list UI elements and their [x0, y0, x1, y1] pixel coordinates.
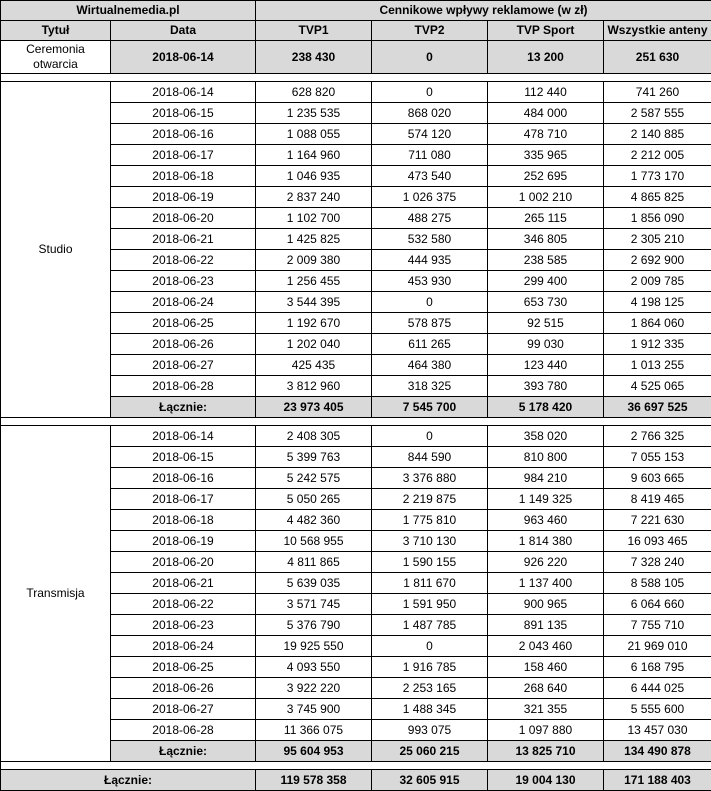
column-header-date: Data: [111, 21, 256, 41]
row-date: 2018-06-16: [111, 124, 256, 145]
row-value-tvp2: 1 775 810: [372, 510, 488, 531]
row-value-tvp2: 444 935: [372, 250, 488, 271]
row-value-all-channels: 2 212 005: [604, 145, 711, 166]
row-value-tvp1: 1 102 700: [256, 208, 372, 229]
row-value-all-channels: 2 140 885: [604, 124, 711, 145]
row-value-tvp-sport: 963 460: [488, 510, 604, 531]
section-total-tvp1: 23 973 405: [256, 397, 372, 418]
row-date: 2018-06-21: [111, 229, 256, 250]
row-date: 2018-06-28: [111, 720, 256, 741]
row-value-tvp1: 2 837 240: [256, 187, 372, 208]
row-value-tvp2: 2 253 165: [372, 678, 488, 699]
row-value-tvp1: 5 639 035: [256, 573, 372, 594]
section-total-all-channels: 134 490 878: [604, 741, 711, 762]
row-value-all-channels: 1 856 090: [604, 208, 711, 229]
row-value-tvp-sport: 335 965: [488, 145, 604, 166]
column-header-all-channels: Wszystkie anteny: [604, 21, 711, 41]
row-date: 2018-06-27: [111, 699, 256, 720]
row-value-tvp2: 0: [372, 292, 488, 313]
row-value-all-channels: 8 588 105: [604, 573, 711, 594]
row-value-all-channels: 7 328 240: [604, 552, 711, 573]
row-value-tvp1: 5 376 790: [256, 615, 372, 636]
row-value-tvp1: 10 568 955: [256, 531, 372, 552]
row-value-tvp1: 425 435: [256, 355, 372, 376]
row-value-tvp1: 4 811 865: [256, 552, 372, 573]
row-value-all-channels: 7 755 710: [604, 615, 711, 636]
row-value-tvp2: 473 540: [372, 166, 488, 187]
row-value-tvp2: 993 075: [372, 720, 488, 741]
opening-title-line1: Ceremonia: [26, 42, 85, 56]
row-value-all-channels: 6 168 795: [604, 657, 711, 678]
row-value-tvp-sport: 1 097 880: [488, 720, 604, 741]
table-title-header: Cennikowe wpływy reklamowe (w zł): [256, 1, 711, 21]
row-date: 2018-06-14: [111, 82, 256, 103]
row-value-all-channels: 13 457 030: [604, 720, 711, 741]
row-value-tvp-sport: 1 814 380: [488, 531, 604, 552]
row-date: 2018-06-16: [111, 468, 256, 489]
row-value-tvp2: 1 590 155: [372, 552, 488, 573]
section-total-tvp2: 25 060 215: [372, 741, 488, 762]
row-value-tvp1: 19 925 550: [256, 636, 372, 657]
row-date: 2018-06-14: [111, 426, 256, 447]
row-date: 2018-06-23: [111, 615, 256, 636]
row-value-tvp2: 3 376 880: [372, 468, 488, 489]
row-value-tvp-sport: 891 135: [488, 615, 604, 636]
row-value-tvp2: 1 591 950: [372, 594, 488, 615]
row-value-tvp-sport: 99 030: [488, 334, 604, 355]
opening-ceremony-tvp-sport: 13 200: [488, 41, 604, 74]
opening-ceremony-row: [1, 41, 711, 74]
row-value-tvp1: 1 202 040: [256, 334, 372, 355]
column-header-tvp1: TVP1: [256, 21, 372, 41]
row-value-tvp1: 2 009 380: [256, 250, 372, 271]
row-value-tvp-sport: 358 020: [488, 426, 604, 447]
row-value-tvp2: 1 487 785: [372, 615, 488, 636]
row-value-tvp-sport: 484 000: [488, 103, 604, 124]
row-value-tvp2: 574 120: [372, 124, 488, 145]
section-total-tvp2: 7 545 700: [372, 397, 488, 418]
row-value-tvp2: 711 080: [372, 145, 488, 166]
opening-title-line2: otwarcia: [33, 57, 78, 71]
row-value-all-channels: 2 305 210: [604, 229, 711, 250]
row-value-all-channels: 16 093 465: [604, 531, 711, 552]
row-value-tvp2: 611 265: [372, 334, 488, 355]
row-value-tvp2: 1 026 375: [372, 187, 488, 208]
row-date: 2018-06-22: [111, 594, 256, 615]
grand-total-label: Łącznie:: [1, 770, 256, 791]
row-date: 2018-06-26: [111, 678, 256, 699]
row-value-all-channels: 2 766 325: [604, 426, 711, 447]
row-value-all-channels: 1 912 335: [604, 334, 711, 355]
row-value-all-channels: 4 198 125: [604, 292, 711, 313]
section-title: Studio: [1, 82, 111, 418]
row-value-tvp-sport: 900 965: [488, 594, 604, 615]
row-value-all-channels: 2 587 555: [604, 103, 711, 124]
row-date: 2018-06-25: [111, 657, 256, 678]
row-value-all-channels: 1 013 255: [604, 355, 711, 376]
row-value-tvp2: 868 020: [372, 103, 488, 124]
row-value-tvp1: 3 812 960: [256, 376, 372, 397]
row-value-tvp2: 464 380: [372, 355, 488, 376]
row-value-tvp-sport: 112 440: [488, 82, 604, 103]
row-value-all-channels: 6 064 660: [604, 594, 711, 615]
row-value-all-channels: 4 525 065: [604, 376, 711, 397]
section-total-label: Łącznie:: [111, 741, 256, 762]
row-value-tvp-sport: 252 695: [488, 166, 604, 187]
row-date: 2018-06-24: [111, 292, 256, 313]
row-value-tvp1: 1 235 535: [256, 103, 372, 124]
opening-ceremony-date: 2018-06-14: [111, 41, 256, 74]
row-value-tvp-sport: 321 355: [488, 699, 604, 720]
row-value-tvp1: 2 408 305: [256, 426, 372, 447]
row-value-tvp2: 488 275: [372, 208, 488, 229]
table-row: [1, 82, 711, 103]
spacer-cell: [1, 418, 711, 426]
grand-total-row: [1, 770, 711, 791]
row-value-tvp-sport: 653 730: [488, 292, 604, 313]
row-value-tvp1: 3 745 900: [256, 699, 372, 720]
row-value-tvp-sport: 268 640: [488, 678, 604, 699]
spacer-row: [1, 74, 711, 82]
row-date: 2018-06-18: [111, 166, 256, 187]
row-value-tvp1: 3 544 395: [256, 292, 372, 313]
section-total-tvp-sport: 13 825 710: [488, 741, 604, 762]
row-date: 2018-06-24: [111, 636, 256, 657]
grand-total-tvp1: 119 578 358: [256, 770, 372, 791]
row-value-tvp1: 5 399 763: [256, 447, 372, 468]
row-value-all-channels: 9 603 665: [604, 468, 711, 489]
row-value-tvp2: 0: [372, 426, 488, 447]
row-value-tvp1: 5 242 575: [256, 468, 372, 489]
row-value-tvp-sport: 393 780: [488, 376, 604, 397]
spacer-cell: [1, 74, 711, 82]
row-value-all-channels: 2 692 900: [604, 250, 711, 271]
grand-total-tvp2: 32 605 915: [372, 770, 488, 791]
row-value-all-channels: 8 419 465: [604, 489, 711, 510]
row-value-tvp1: 1 425 825: [256, 229, 372, 250]
row-value-all-channels: 1 773 170: [604, 166, 711, 187]
section-total-label: Łącznie:: [111, 397, 256, 418]
row-value-all-channels: 5 555 600: [604, 699, 711, 720]
row-value-tvp1: 4 093 550: [256, 657, 372, 678]
row-value-tvp1: 11 366 075: [256, 720, 372, 741]
row-value-tvp-sport: 238 585: [488, 250, 604, 271]
table-row: [1, 426, 711, 447]
row-date: 2018-06-20: [111, 208, 256, 229]
opening-ceremony-title: [1, 41, 111, 74]
row-value-tvp1: 628 820: [256, 82, 372, 103]
row-value-all-channels: 21 969 010: [604, 636, 711, 657]
row-value-tvp2: 318 325: [372, 376, 488, 397]
row-date: 2018-06-22: [111, 250, 256, 271]
section-total-tvp-sport: 5 178 420: [488, 397, 604, 418]
column-header-title: Tytuł: [1, 21, 111, 41]
row-value-tvp-sport: 92 515: [488, 313, 604, 334]
row-value-tvp1: 1 088 055: [256, 124, 372, 145]
row-value-tvp2: 453 930: [372, 271, 488, 292]
row-value-tvp-sport: 810 800: [488, 447, 604, 468]
row-value-all-channels: 2 009 785: [604, 271, 711, 292]
row-date: 2018-06-19: [111, 187, 256, 208]
row-date: 2018-06-23: [111, 271, 256, 292]
row-value-tvp2: 0: [372, 82, 488, 103]
section-total-all-channels: 36 697 525: [604, 397, 711, 418]
row-value-tvp2: 1 488 345: [372, 699, 488, 720]
row-value-tvp1: 3 922 220: [256, 678, 372, 699]
row-value-tvp2: 3 710 130: [372, 531, 488, 552]
row-value-tvp1: 1 164 960: [256, 145, 372, 166]
row-value-tvp2: 2 219 875: [372, 489, 488, 510]
row-date: 2018-06-19: [111, 531, 256, 552]
row-date: 2018-06-27: [111, 355, 256, 376]
row-value-tvp-sport: 123 440: [488, 355, 604, 376]
row-value-tvp-sport: 1 149 325: [488, 489, 604, 510]
row-date: 2018-06-17: [111, 145, 256, 166]
row-value-tvp1: 1 256 455: [256, 271, 372, 292]
row-value-tvp-sport: 926 220: [488, 552, 604, 573]
row-date: 2018-06-15: [111, 103, 256, 124]
row-value-tvp2: 1 916 785: [372, 657, 488, 678]
row-value-tvp2: 1 811 670: [372, 573, 488, 594]
section-total-tvp1: 95 604 953: [256, 741, 372, 762]
row-value-tvp2: 578 875: [372, 313, 488, 334]
row-value-tvp2: 532 580: [372, 229, 488, 250]
column-header-tvp2: TVP2: [372, 21, 488, 41]
row-date: 2018-06-15: [111, 447, 256, 468]
grand-total-tvp-sport: 19 004 130: [488, 770, 604, 791]
row-value-tvp1: 4 482 360: [256, 510, 372, 531]
row-value-tvp-sport: 346 805: [488, 229, 604, 250]
row-value-all-channels: 7 221 630: [604, 510, 711, 531]
row-value-tvp-sport: 158 460: [488, 657, 604, 678]
opening-ceremony-all-channels: 251 630: [604, 41, 711, 74]
opening-ceremony-tvp1: 238 430: [256, 41, 372, 74]
spacer-row: [1, 418, 711, 426]
row-value-tvp2: 0: [372, 636, 488, 657]
row-date: 2018-06-25: [111, 313, 256, 334]
row-value-all-channels: 741 260: [604, 82, 711, 103]
row-value-tvp1: 5 050 265: [256, 489, 372, 510]
row-value-all-channels: 4 865 825: [604, 187, 711, 208]
row-date: 2018-06-20: [111, 552, 256, 573]
row-value-tvp-sport: 2 043 460: [488, 636, 604, 657]
row-date: 2018-06-28: [111, 376, 256, 397]
grand-total-all-channels: 171 188 403: [604, 770, 711, 791]
row-date: 2018-06-21: [111, 573, 256, 594]
row-value-tvp-sport: 299 400: [488, 271, 604, 292]
row-value-tvp1: 1 046 935: [256, 166, 372, 187]
row-value-tvp1: 3 571 745: [256, 594, 372, 615]
row-value-all-channels: 1 864 060: [604, 313, 711, 334]
row-value-tvp2: 844 590: [372, 447, 488, 468]
row-date: 2018-06-18: [111, 510, 256, 531]
column-header-tvp-sport: TVP Sport: [488, 21, 604, 41]
row-value-tvp-sport: 1 002 210: [488, 187, 604, 208]
section-title: Transmisja: [1, 426, 111, 762]
row-value-all-channels: 7 055 153: [604, 447, 711, 468]
row-date: 2018-06-26: [111, 334, 256, 355]
row-value-tvp-sport: 1 137 400: [488, 573, 604, 594]
site-name-header: Wirtualnemedia.pl: [1, 1, 256, 21]
row-value-tvp-sport: 984 210: [488, 468, 604, 489]
opening-ceremony-tvp2: 0: [372, 41, 488, 74]
row-value-all-channels: 6 444 025: [604, 678, 711, 699]
row-value-tvp-sport: 265 115: [488, 208, 604, 229]
row-value-tvp-sport: 478 710: [488, 124, 604, 145]
row-date: 2018-06-17: [111, 489, 256, 510]
row-value-tvp1: 1 192 670: [256, 313, 372, 334]
